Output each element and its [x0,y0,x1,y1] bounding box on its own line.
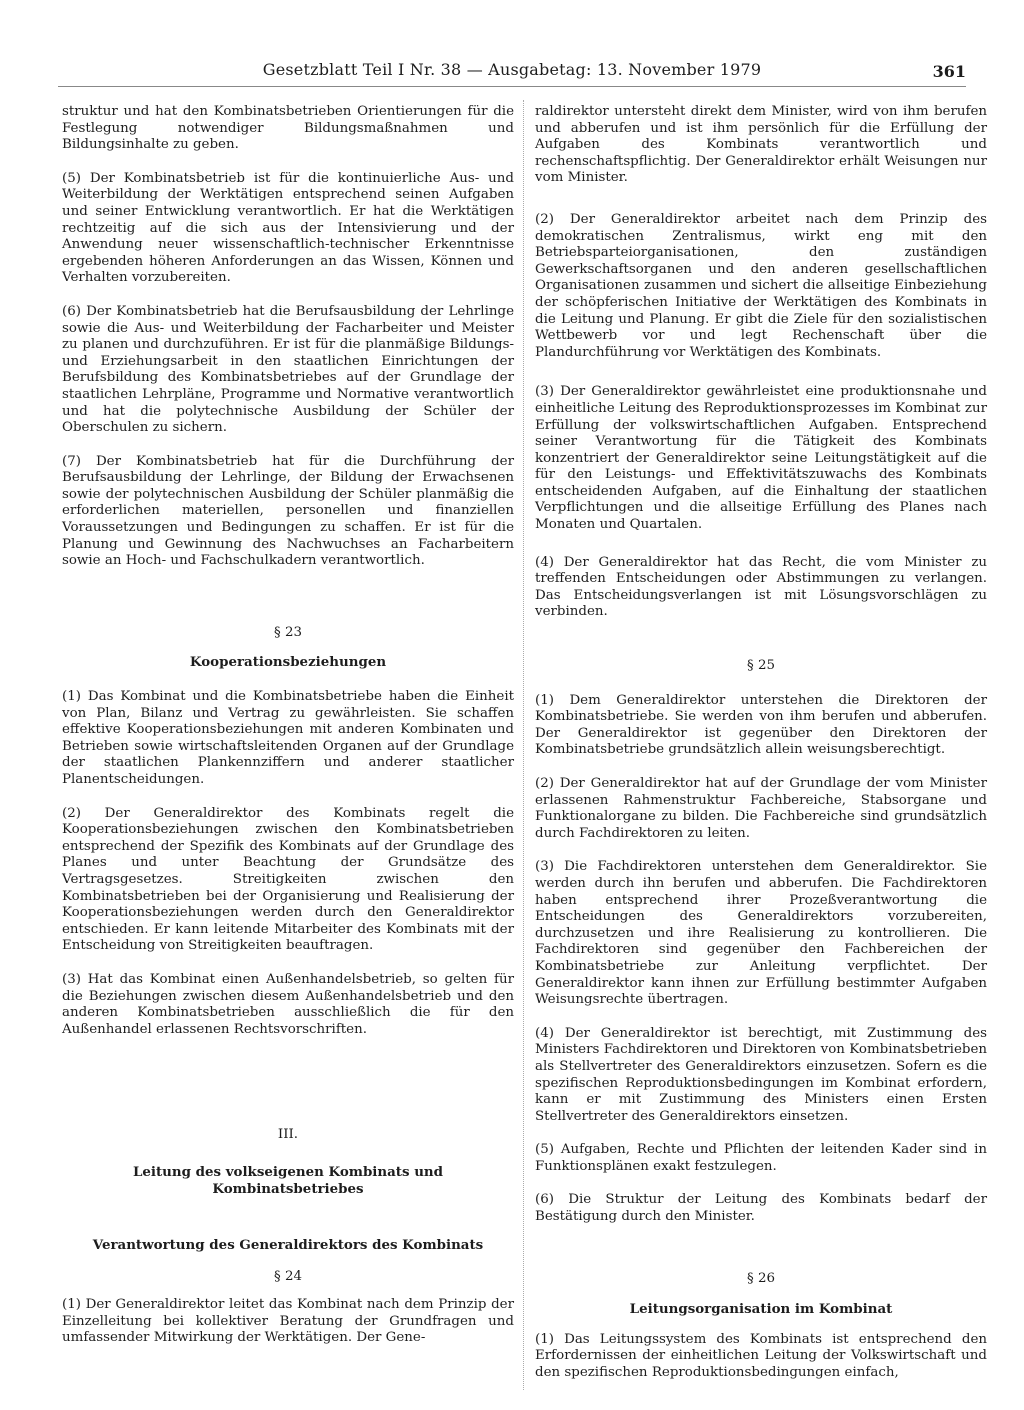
section-title: Leitungsorganisation im Kombinat [629,1301,893,1318]
paragraph: (4) Der Generaldirektor hat das Recht, die vom Minister zu treffenden Entscheidungen oder Abstimmungen zu verlangen. Das Entscheidungsverlangen ist mit Lösungsvorschlägen zu verbinden. [535,554,987,620]
paragraph: (2) Der Generaldirektor des Kombinats regelt die Kooperationsbeziehungen zwischen den Kombinatsbetrieben entsprechend der Spezifik des Kombinats auf der Grundlage des Planes und unter Beachtung der Grundsätze des Vertragsgesetzes. Streitigkeiten zwischen den Kombinatsbetrieben bei der Organisierung und Realisierung der Kooperationsbeziehungen werden durch den Generaldirektor entschieden. Er kann leitende Mitarbeiter des Kombinats mit der Entscheidung von Streitigkeiten beauftragen. [62,805,514,954]
section-title: Kooperationsbeziehungen [189,654,387,671]
paragraph: (3) Die Fachdirektoren unterstehen dem Generaldirektor. Sie werden durch ihn berufen und abberufen. Die Fachdirektoren haben entsprechend ihrer Prozeßverantwortung die Entscheidungen des Generaldirektors vorzubereiten, durchzusetzen und ihre Realisierung zu kontrollieren. Die Fachdirektoren sind gegenüber den Fachbereichen der Kombinatsbetriebe zur Anleitung verpflichtet. Der Generaldirektor kann ihnen zur Erfüllung bestimmter Aufgaben Weisungsrechte übertragen. [535,859,987,1008]
paragraph: raldirektor untersteht direkt dem Minister, wird von ihm berufen und abberufen und ist ihm persönlich für die Erfüllung der Aufgaben des Kombinats verantwortlich und rechenschaftspflichtig. Der Generaldirektor erhält Weisungen nur vom Minister. [535,104,987,186]
section-number: § 24 [274,1268,302,1284]
page-number: 361 [932,62,966,81]
paragraph: (2) Der Generaldirektor hat auf der Grundlage der vom Minister erlassenen Rahmenstruktur Fachbereiche, Stabsorgane und Funktionalorgane zu bilden. Die Fachbereiche sind grundsätzlich durch Fachdirektoren zu leiten. [535,776,987,841]
part-title-line-2: Kombinatsbetriebes [212,1180,364,1197]
paragraph: (1) Das Leitungssystem des Kombinats ist entsprechend den Erfordernissen der einheitlichen Leitung der Volkswirtschaft und den spezifischen Reproduktionsbedingungen einfach, [535,1331,987,1381]
paragraph: (1) Das Kombinat und die Kombinatsbetriebe haben die Einheit von Plan, Bilanz und Vertrag zu gewährleisten. Sie schaffen effektive Kooperationsbeziehungen mit anderen Kombinaten und Betrieben sowie wirtschaftsleitenden Organen auf der Grundlage der staatlichen Plankennziffern und anderer staatlicher Planentscheidungen. [62,689,514,787]
section-number: § 25 [747,658,775,674]
paragraph: (3) Der Generaldirektor gewährleistet eine produktionsnahe und einheitliche Leitung des Reproduktionsprozesses im Kombinat zur Erfüllung der volkswirtschaftlichen Aufgaben. Entsprechend seiner Verantwortung für die Tätigkeit des Kombinats konzentriert der Generaldirektor seine Leitungstätigkeit auf die für den Leistungs- und Effektivitätszuwachs des Kombinats entscheidenden Aufgaben, auf die Einhaltung der staatlichen Verpflichtungen und die allseitige Erfüllung des Planes nach Monaten und Quartalen. [535,384,987,533]
page-header [0,60,1024,84]
paragraph: (5) Der Kombinatsbetrieb ist für die kontinuierliche Aus- und Weiterbildung der Werktätigen entsprechend seinen Aufgaben und seiner Entwicklung verantwortlich. Er hat die Werktätigen rechtzeitig auf die sich aus der Intensivierung und der Anwendung neuer wissenschaftlich-technischer Erkenntnisse ergebenden höheren Anforderungen an das Wissen, Können und Verhalten vorzubereiten. [62,170,514,286]
paragraph: (4) Der Generaldirektor ist berechtigt, mit Zustimmung des Ministers Fachdirektoren und Direktoren von Kombinatsbetrieben als Stellvertreter des Generaldirektors einzusetzen. Sofern es die spezifischen Reproduktionsbedingungen im Kombinat erfordern, kann er mit Zustimmung des Ministers einen Ersten Stellvertreter des Generaldirektors einsetzen. [535,1025,987,1124]
paragraph: (1) Der Generaldirektor leitet das Kombinat nach dem Prinzip der Einzelleitung bei kollektiver Beratung der Grundfragen und umfassender Mitwirkung der Werktätigen. Der Gene- [62,1297,514,1346]
right-column [535,104,987,1399]
paragraph: (2) Der Generaldirektor arbeitet nach dem Prinzip des demokratischen Zentralismus, wirkt eng mit den Betriebsparteiorganisationen, den zuständigen Gewerkschaftsorganen und den anderen gesellschaftlichen Organisationen zusammen und sichert die allseitige Einbeziehung der schöpferischen Initiative der Werktätigen des Kombinats in die Leitung und Planung. Er gibt die Ziele für den sozialistischen Wettbewerb vor und legt Rechenschaft über die Plandurchführung vor Werktätigen des Kombinats. [535,211,987,360]
section-number: § 26 [747,1270,775,1286]
part-number: III. [277,1127,299,1143]
running-title: Gesetzblatt Teil I Nr. 38 — Ausgabetag: 13. November 1979 [262,60,762,79]
paragraph: (3) Hat das Kombinat einen Außenhandelsbetrieb, so gelten für die Beziehungen zwischen diesem Außenhandelsbetrieb und den anderen Kombinatsbetrieben ausschließlich die für den Außenhandel erlassenen Rechtsvorschriften. [62,971,514,1037]
left-column [62,104,514,1364]
paragraph: struktur und hat den Kombinatsbetrieben Orientierungen für die Festlegung notwendiger Bildungsmaßnahmen und Bildungsinhalte zu geben. [62,104,514,153]
paragraph: (1) Dem Generaldirektor unterstehen die Direktoren der Kombinatsbetriebe. Sie werden von ihm berufen und abberufen. Der Generaldirektor ist gegenüber den Direktoren der Kombinatsbetriebe grundsätzlich allein weisungsberechtigt. [535,692,987,758]
subsection-title: Verantwortung des Generaldirektors des Kombinats [92,1237,484,1254]
paragraph: (6) Der Kombinatsbetrieb hat die Berufsausbildung der Lehrlinge sowie die Aus- und Weiterbildung der Facharbeiter und Meister zu planen und durchzuführen. Er ist für die planmäßige Bildungs- und Erziehungsarbeit in den staatlichen Einrichtungen der Berufsbildung des Kombinatsbetriebes auf der Grundlage der staatlichen Lehrpläne, Programme und Normative verantwortlich und hat die polytechnische Ausbildung der Schüler der Oberschulen zu sichern. [62,303,514,436]
column-divider [523,100,525,1390]
header-rule [58,86,966,87]
paragraph: (5) Aufgaben, Rechte und Pflichten der leitenden Kader sind in Funktionsplänen exakt festzulegen. [535,1142,987,1174]
section-number: § 23 [274,624,302,640]
paragraph: (6) Die Struktur der Leitung des Kombinats bedarf der Bestätigung durch den Minister. [535,1192,987,1225]
part-title-line-1: Leitung des volkseigenen Kombinats und [132,1163,444,1180]
paragraph: (7) Der Kombinatsbetrieb hat für die Durchführung der Berufsausbildung der Lehrlinge, der Bildung der Erwachsenen sowie der polytechnischen Ausbildung der Schüler planmäßig die erforderlichen materiellen, personellen und finanziellen Voraussetzungen und Bedingungen zu schaffen. Er ist für die Planung und Gewinnung des Nachwuchses an Facharbeitern sowie an Hoch- und Fachschulkadern verantwortlich. [62,453,514,569]
